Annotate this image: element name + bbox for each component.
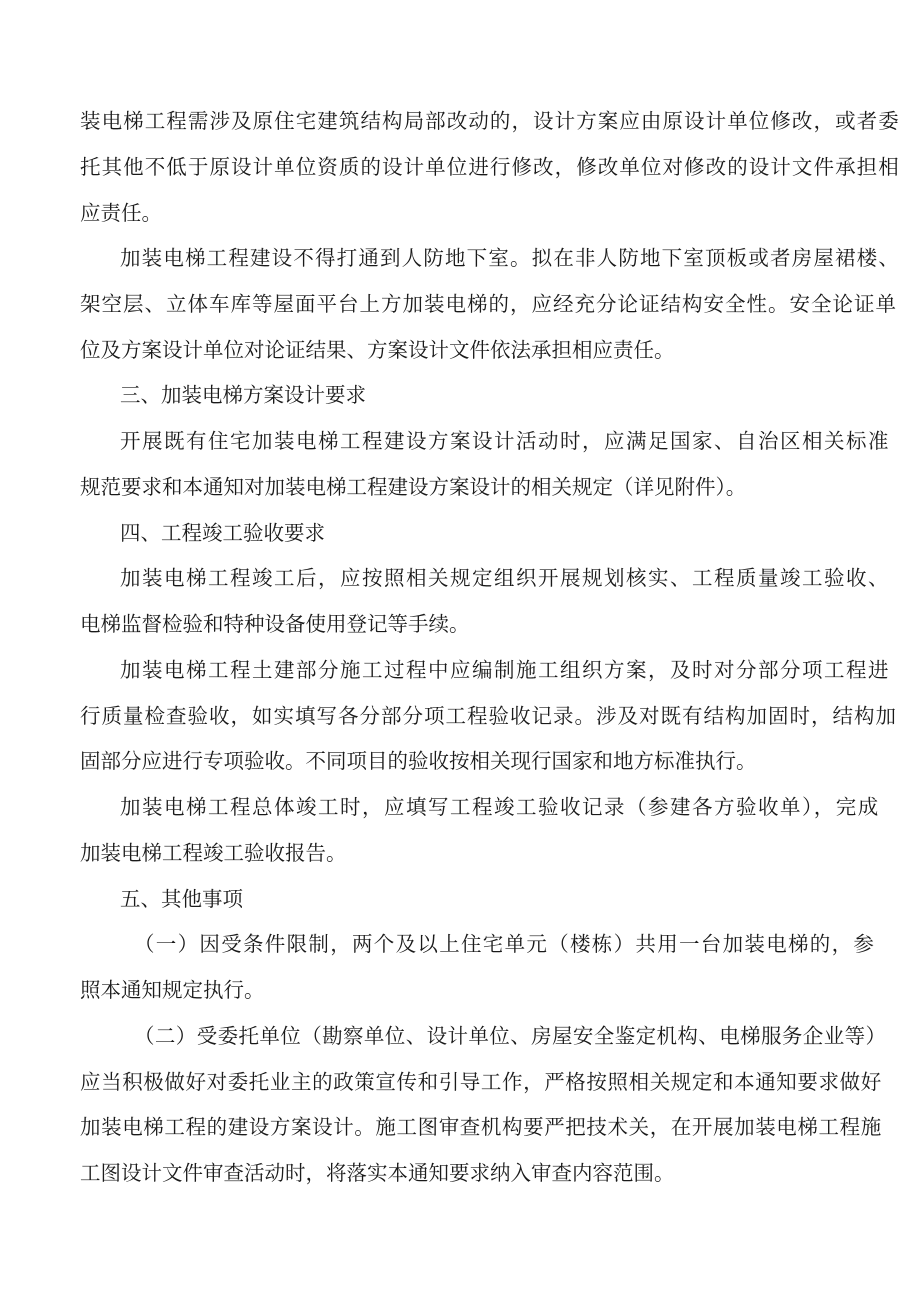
body-text-line: 加装电梯工程土建部分施工过程中应编制施工组织方案，及时对分部分项工程进 xyxy=(120,658,890,682)
body-text-line: 照本通知规定执行。 xyxy=(80,978,265,1002)
body-text-line: 加装电梯工程竣工验收报告。 xyxy=(80,841,347,865)
body-text-line: 应当积极做好对委托业主的政策宣传和引导工作，严格按照相关规定和本通知要求做好 xyxy=(80,1070,882,1094)
body-text-line: 应责任。 xyxy=(80,201,162,225)
section-heading: 三、加装电梯方案设计要求 xyxy=(120,383,366,407)
body-text-line: 开展既有住宅加装电梯工程建设方案设计活动时，应满足国家、自治区相关标准 xyxy=(120,429,890,453)
body-text-line: 位及方案设计单位对论证结果、方案设计文件依法承担相应责任。 xyxy=(80,338,675,362)
section-heading: 五、其他事项 xyxy=(120,887,243,911)
body-text-line: 加装电梯工程的建设方案设计。施工图审查机构要严把技术关，在开展加装电梯工程施 xyxy=(80,1115,882,1139)
body-text-line: 工图设计文件审查活动时，将落实本通知要求纳入审查内容范围。 xyxy=(80,1161,675,1185)
body-text-line: 加装电梯工程总体竣工时，应填写工程竣工验收记录（参建各方验收单），完成 xyxy=(120,795,880,819)
body-text-line: 加装电梯工程竣工后，应按照相关规定组织开展规划核实、工程质量竣工验收、 xyxy=(120,566,890,590)
body-text-line: 架空层、立体车库等屋面平台上方加装电梯的，应经充分论证结构安全性。安全论证单 xyxy=(80,292,897,316)
body-text-line: （二）受委托单位（勘察单位、设计单位、房屋安全鉴定机构、电梯服务企业等） xyxy=(134,1024,887,1048)
section-heading: 四、工程竣工验收要求 xyxy=(120,521,325,545)
body-text-line: 规范要求和本通知对加装电梯工程建设方案设计的相关规定（详见附件）。 xyxy=(80,475,747,499)
body-text-line: （一）因受条件限制，两个及以上住宅单元（楼栋）共用一台加装电梯的，参 xyxy=(134,932,876,956)
body-text-line: 固部分应进行专项验收。不同项目的验收按相关现行国家和地方标准执行。 xyxy=(80,749,757,773)
body-text-line: 加装电梯工程建设不得打通到人防地下室。拟在非人防地下室顶板或者房屋裙楼、 xyxy=(120,246,900,270)
body-text-line: 电梯监督检验和特种设备使用登记等手续。 xyxy=(80,612,470,636)
body-text-line: 装电梯工程需涉及原住宅建筑结构局部改动的，设计方案应由原设计单位修改，或者委 xyxy=(80,109,900,133)
body-text-line: 托其他不低于原设计单位资质的设计单位进行修改，修改单位对修改的设计文件承担相 xyxy=(80,155,900,179)
body-text-line: 行质量检查验收，如实填写各分部分项工程验收记录。涉及对既有结构加固时，结构加 xyxy=(80,704,897,728)
